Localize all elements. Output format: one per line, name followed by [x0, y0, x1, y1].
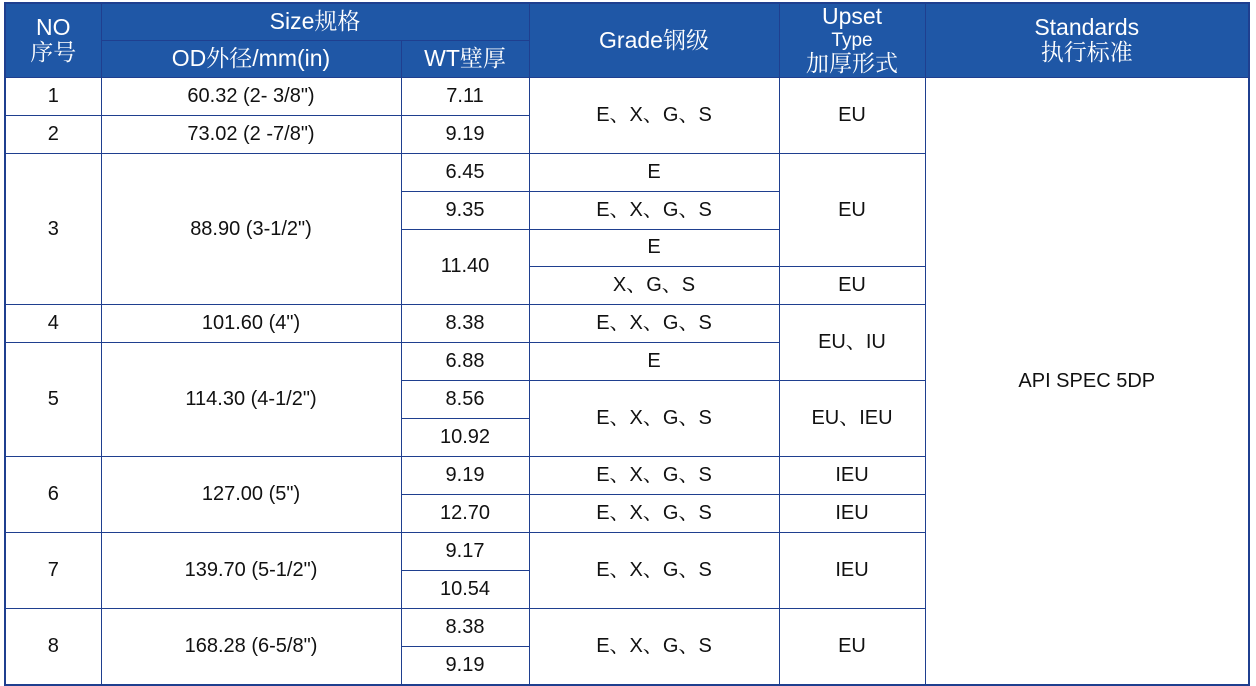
- cell-upset: IEU: [779, 457, 925, 495]
- cell-wt: 8.56: [401, 381, 529, 419]
- cell-od: 73.02 (2 -7/8"): [101, 115, 401, 153]
- cell-od: 114.30 (4-1/2"): [101, 343, 401, 457]
- cell-wt: 6.88: [401, 343, 529, 381]
- cell-grade: E、X、G、S: [529, 457, 779, 495]
- cell-grade: E、X、G、S: [529, 608, 779, 685]
- cell-no: 7: [5, 533, 101, 609]
- table-row: [5, 77, 1249, 115]
- table-body: [5, 77, 1249, 685]
- cell-no: 1: [5, 77, 101, 115]
- cell-standard: API SPEC 5DP: [925, 77, 1249, 685]
- cell-grade: X、G、S: [529, 267, 779, 305]
- cell-upset: IEU: [779, 533, 925, 609]
- header-upset: Upset Type 加厚形式: [779, 3, 925, 77]
- cell-no: 6: [5, 457, 101, 533]
- cell-upset: EU、IU: [779, 305, 925, 381]
- cell-wt: 8.38: [401, 305, 529, 343]
- table-header: [5, 3, 1249, 77]
- cell-od: 88.90 (3-1/2"): [101, 153, 401, 305]
- cell-upset: EU: [779, 77, 925, 153]
- cell-wt: 10.54: [401, 570, 529, 608]
- cell-od: 127.00 (5"): [101, 457, 401, 533]
- cell-grade: E、X、G、S: [529, 77, 779, 153]
- cell-upset: IEU: [779, 495, 925, 533]
- cell-grade: E: [529, 343, 779, 381]
- header-wt: WT壁厚: [401, 40, 529, 77]
- cell-wt: 9.17: [401, 533, 529, 571]
- cell-wt: 9.19: [401, 457, 529, 495]
- cell-od: 60.32 (2- 3/8"): [101, 77, 401, 115]
- cell-wt: 10.92: [401, 419, 529, 457]
- cell-od: 139.70 (5-1/2"): [101, 533, 401, 609]
- cell-no: 2: [5, 115, 101, 153]
- cell-grade: E: [529, 153, 779, 191]
- cell-wt: 11.40: [401, 229, 529, 305]
- cell-od: 101.60 (4"): [101, 305, 401, 343]
- header-size-group: Size规格: [101, 3, 529, 40]
- cell-no: 8: [5, 608, 101, 685]
- header-grade: Grade钢级: [529, 3, 779, 77]
- cell-upset: EU: [779, 608, 925, 685]
- cell-grade: E、X、G、S: [529, 191, 779, 229]
- cell-grade: E: [529, 229, 779, 267]
- cell-no: 5: [5, 343, 101, 457]
- header-standards: Standards 执行标准: [925, 3, 1249, 77]
- header-no: NO 序号: [5, 3, 101, 77]
- cell-upset: EU、IEU: [779, 381, 925, 457]
- cell-wt: 7.11: [401, 77, 529, 115]
- cell-wt: 12.70: [401, 495, 529, 533]
- cell-wt: 9.19: [401, 115, 529, 153]
- cell-grade: E、X、G、S: [529, 495, 779, 533]
- drill-pipe-spec-table: [4, 2, 1250, 686]
- cell-wt: 6.45: [401, 153, 529, 191]
- cell-grade: E、X、G、S: [529, 381, 779, 457]
- cell-no: 3: [5, 153, 101, 305]
- header-od: OD外径/mm(in): [101, 40, 401, 77]
- cell-wt: 9.35: [401, 191, 529, 229]
- cell-od: 168.28 (6-5/8"): [101, 608, 401, 685]
- cell-wt: 8.38: [401, 608, 529, 646]
- cell-grade: E、X、G、S: [529, 305, 779, 343]
- cell-upset: EU: [779, 153, 925, 267]
- cell-wt: 9.19: [401, 646, 529, 685]
- cell-grade: E、X、G、S: [529, 533, 779, 609]
- cell-no: 4: [5, 305, 101, 343]
- cell-upset: EU: [779, 267, 925, 305]
